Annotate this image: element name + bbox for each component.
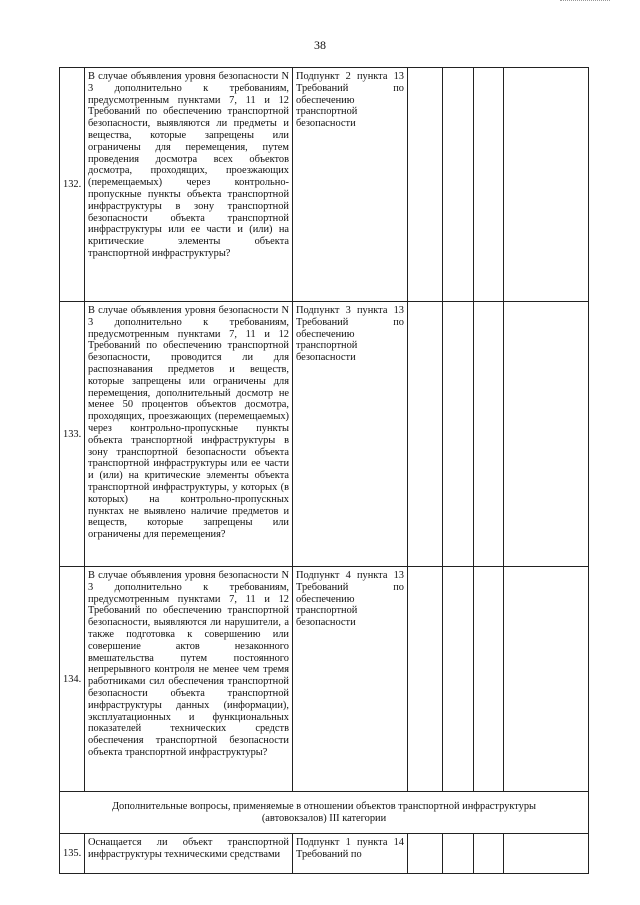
comment-cell — [504, 302, 589, 567]
question-text: В случае объявления уровня безопасности N 3 дополнительно к требованиям, предусмотренным пунктами 7, 11 и 12 Требований по обеспечению транспортной безопасности, выявляются ли нарушители, а также подготовка к совершению или совершение актов незаконного вмешательства путем постоянного непрерывного контроля не менее чем тремя работниками сил обеспечения транспортной безопасности объекта транспортной инфраструктуры данных (информации), эксплуатационных и функциональных показателей технических средств обеспечения транспортной безопасности объекта транспортной инфраструктуры? — [85, 567, 293, 792]
answer-cell-na — [474, 567, 504, 792]
answer-cell-no — [443, 567, 474, 792]
section-header-row — [60, 792, 589, 834]
table-row — [60, 834, 589, 874]
section-title: Дополнительные вопросы, применяемые в отношении объектов транспортной инфраструктуры (автовокзалов) III категории — [60, 792, 589, 834]
legal-reference: Подпункт 4 пункта 13 Требований по обеспечению транспортной безопасности — [293, 567, 408, 792]
answer-cell-yes — [408, 834, 443, 874]
question-text: Оснащается ли объект транспортной инфраструктуры техническими средствами — [85, 834, 293, 874]
comment-cell — [504, 68, 589, 302]
answer-cell-no — [443, 302, 474, 567]
row-number: 133. — [60, 302, 85, 567]
table-row — [60, 68, 589, 302]
answer-cell-no — [443, 68, 474, 302]
answer-cell-yes — [408, 68, 443, 302]
row-number: 134. — [60, 567, 85, 792]
answer-cell-na — [474, 68, 504, 302]
answer-cell-na — [474, 834, 504, 874]
scan-corner-mark — [560, 0, 610, 4]
answer-cell-na — [474, 302, 504, 567]
comment-cell — [504, 834, 589, 874]
table-row — [60, 302, 589, 567]
question-text: В случае объявления уровня безопасности N 3 дополнительно к требованиям, предусмотренным пунктами 7, 11 и 12 Требований по обеспечению транспортной безопасности, проводится ли для распознавания предметов и веществ, которые запрещены или ограничены для перемещения, дополнительный досмотр не менее 50 процентов объектов досмотра, проходящих, проезжающих (перемещаемых) через контрольно-пропускные пункты объекта транспортной инфраструктуры в зону транспортной безопасности объекта транспортной инфраструктуры или ее части и (или) на критические элементы объекта транспортной инфраструктуры, у которых (в которых) на контрольно-пропускных пунктах не выявлено наличие предметов и веществ, которые запрещены или ограничены для перемещения? — [85, 302, 293, 567]
table-row — [60, 567, 589, 792]
legal-reference: Подпункт 3 пункта 13 Требований по обеспечению транспортной безопасности — [293, 302, 408, 567]
answer-cell-yes — [408, 302, 443, 567]
legal-reference: Подпункт 1 пункта 14 Требований по — [293, 834, 408, 874]
legal-reference: Подпункт 2 пункта 13 Требований по обеспечению транспортной безопасности — [293, 68, 408, 302]
comment-cell — [504, 567, 589, 792]
answer-cell-no — [443, 834, 474, 874]
row-number: 135. — [60, 834, 85, 874]
question-text: В случае объявления уровня безопасности N 3 дополнительно к требованиям, предусмотренным пунктами 7, 11 и 12 Требований по обеспечению транспортной безопасности, выявляются ли предметы и вещества, которые запрещены или ограничены для перемещения, путем проведения досмотра всех объектов досмотра, проходящих, проезжающих (перемещаемых) через контрольно-пропускные пункты объекта транспортной инфраструктуры в зону транспортной безопасности объекта транспортной инфраструктуры или ее части и (или) на критические элементы объекта транспортной инфраструктуры? — [85, 68, 293, 302]
row-number: 132. — [60, 68, 85, 302]
checklist-table — [59, 67, 589, 874]
page-number: 38 — [314, 38, 326, 52]
answer-cell-yes — [408, 567, 443, 792]
